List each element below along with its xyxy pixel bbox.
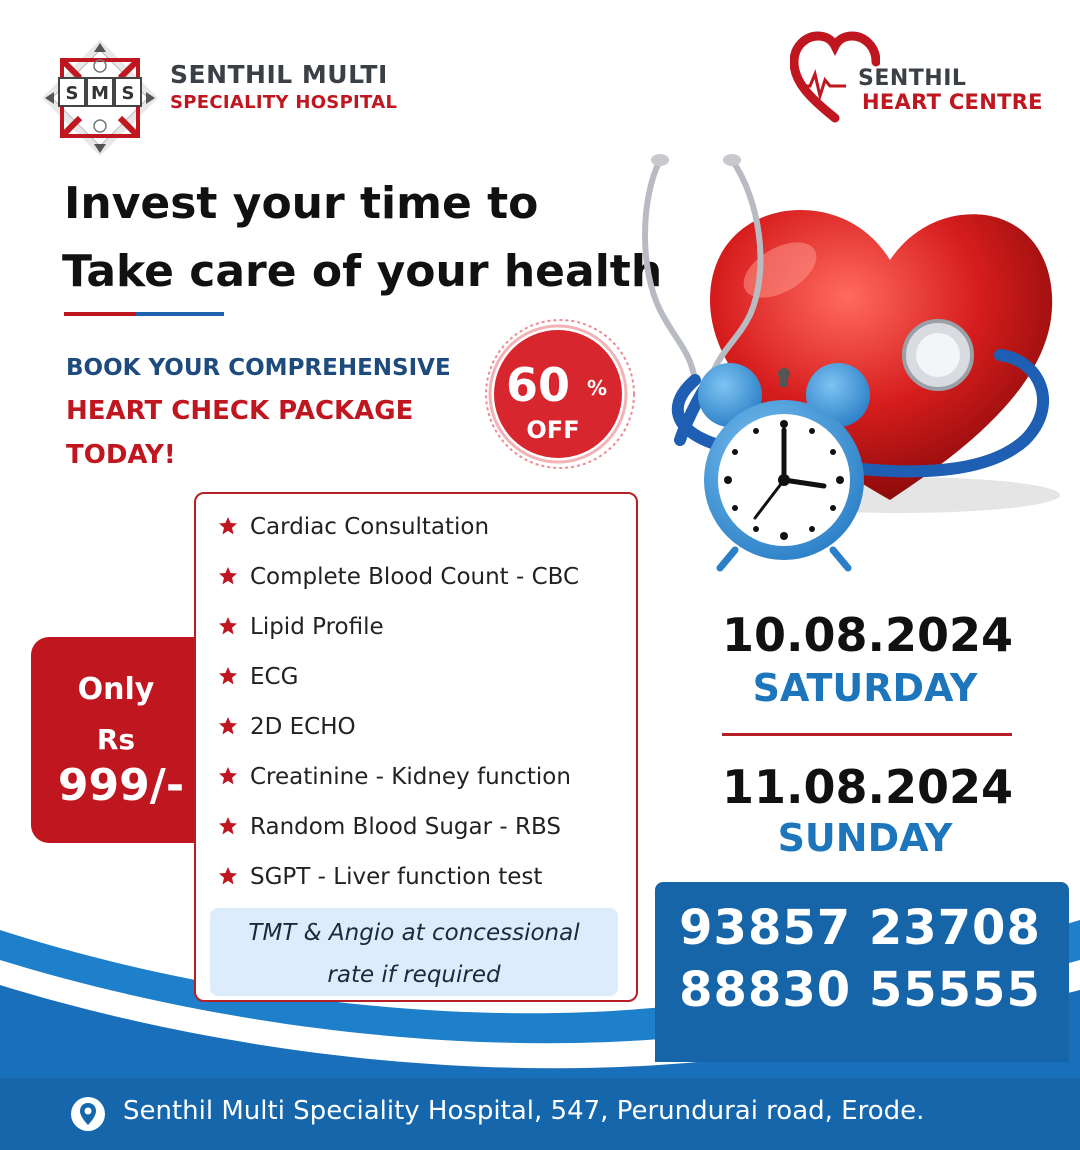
heart-stethoscope-clock-illustration	[620, 140, 1080, 580]
sms-letter: S	[121, 83, 135, 104]
test-name: SGPT - Liver function test	[250, 864, 543, 890]
star-icon	[218, 816, 238, 836]
price-only-label: Only	[77, 672, 155, 707]
list-item	[218, 714, 356, 740]
test-name: ECG	[250, 664, 299, 690]
footer-address: Senthil Multi Speciality Hospital, 547, Perundurai road, Erode.	[123, 1096, 925, 1126]
discount-number: 60	[506, 358, 571, 412]
headline-underline	[64, 312, 224, 316]
day-2: SUNDAY	[777, 816, 953, 860]
list-item	[218, 864, 542, 890]
star-icon	[218, 516, 238, 536]
booking-line3: TODAY!	[66, 440, 176, 470]
test-name: 2D ECHO	[250, 714, 356, 740]
list-item	[218, 764, 571, 790]
sms-letter: M	[91, 83, 109, 104]
list-item	[218, 614, 384, 640]
test-name: Random Blood Sugar - RBS	[250, 814, 561, 840]
price-value: 999/-	[57, 760, 185, 811]
booking-line2: HEART CHECK PACKAGE	[66, 396, 414, 426]
list-item	[218, 814, 561, 840]
phone-number-1[interactable]: 93857 23708	[679, 900, 1041, 956]
note-line1: TMT & Angio at concessional	[248, 920, 580, 946]
star-icon	[218, 766, 238, 786]
star-icon	[218, 616, 238, 636]
sms-letter: S	[65, 83, 79, 104]
concession-note	[210, 908, 618, 996]
test-name: Lipid Profile	[250, 614, 384, 640]
note-line2: rate if required	[327, 962, 501, 988]
test-name: Cardiac Consultation	[250, 514, 490, 540]
discount-off: OFF	[526, 416, 580, 444]
date-1: 10.08.2024	[722, 608, 1014, 662]
booking-line1: BOOK YOUR COMPREHENSIVE	[66, 355, 451, 381]
list-item	[218, 514, 489, 540]
hospital-name-line2: SPECIALITY HOSPITAL	[170, 92, 398, 113]
phone-number-2[interactable]: 88830 55555	[679, 962, 1041, 1018]
star-icon	[218, 716, 238, 736]
list-item	[218, 564, 579, 590]
date-2: 11.08.2024	[722, 760, 1014, 814]
day-1: SATURDAY	[752, 666, 978, 710]
hospital-name-line1: SENTHIL MULTI	[170, 60, 388, 89]
price-currency: Rs	[96, 723, 136, 756]
date-divider	[722, 733, 1012, 736]
list-item	[218, 664, 298, 690]
heart-centre-name-line1: SENTHIL	[858, 66, 967, 91]
star-icon	[218, 566, 238, 586]
test-name: Complete Blood Count - CBC	[250, 564, 580, 590]
star-icon	[218, 666, 238, 686]
discount-badge	[484, 318, 636, 470]
location-pin-icon	[70, 1096, 106, 1132]
headline-line2: Take care of your health	[62, 246, 663, 297]
star-icon	[218, 866, 238, 886]
sms-logo	[40, 38, 160, 158]
heart-centre-name-line2: HEART CENTRE	[862, 90, 1043, 114]
test-list	[194, 492, 638, 1002]
test-name: Creatinine - Kidney function	[250, 764, 571, 790]
discount-percent: %	[587, 376, 608, 400]
headline-line1: Invest your time to	[64, 178, 539, 229]
